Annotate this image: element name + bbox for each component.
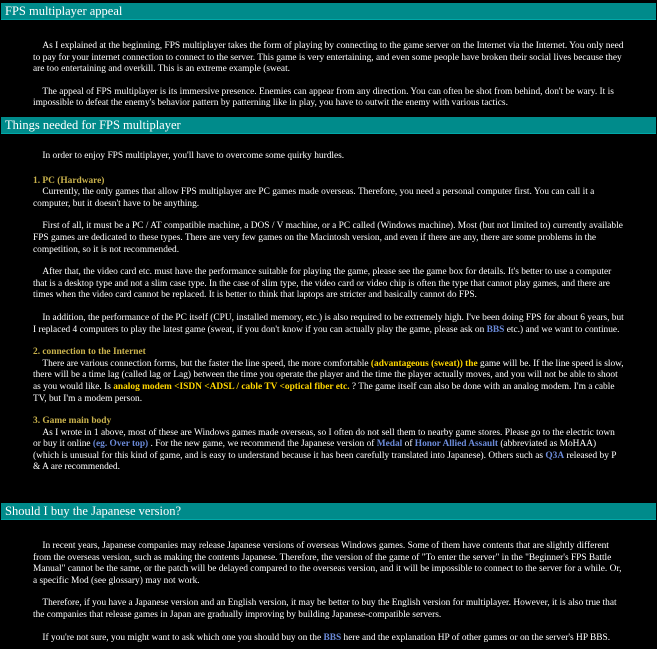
- paragraph: In addition, the performance of the PC itself (CPU, installed memory, etc.) is also required to be extremely high. I've been doing FPS for about 6 years, but I replaced 4 computers to play the latest game (sweat, if you don't know if you can actually play the game, please ask on BBS etc.) and we want to continue.: [33, 312, 624, 335]
- honor-allied-assault-link[interactable]: Honor Allied Assault: [414, 439, 498, 450]
- paragraph: As I explained at the beginning, FPS multiplayer takes the form of playing by connecting to the game server on the Internet via the Internet. You only need to pay for your internet connection to connect to the server. This game is very entertaining, and even some people have broken their social lives because they are too entertaining and overkill. This is an extreme example (sweat.: [33, 41, 624, 75]
- section-title-things-needed: Things needed for FPS multiplayer: [1, 117, 656, 134]
- paragraph: In order to enjoy FPS multiplayer, you'll have to overcome some quirky hurdles.: [42, 151, 345, 161]
- bbs-link[interactable]: BBS: [486, 324, 505, 335]
- over-top-link[interactable]: (eg. Over top): [92, 439, 149, 450]
- section-title-japanese-version: Should I buy the Japanese version?: [1, 503, 656, 520]
- paragraph: In recent years, Japanese companies may release Japanese versions of overseas Windows games. Some of them have contents that are slightly different from the overseas version, such as making the contents Japanese. Therefore, the version of the game of "To enter the server" in the "Beginner's FPS Battle Manual" cannot be the same, or the patch will be delayed compared to the overseas version, and it will be impossible to connect to the server for a while. Or, a specific Mod (see glossary) may not work.: [33, 541, 622, 586]
- paragraph: The appeal of FPS multiplayer is its immersive presence. Enemies can appear from any direction. You can often be shot from behind, don't be wary. It is impossible to defeat the enemy's behavior pattern by patterning like in play, you have to outwit the enemy with various tactics.: [33, 86, 614, 109]
- paragraph: After that, the video card etc. must have the performance suitable for playing the game, please see the game box for details. It's better to use a computer that is a desktop type and not a slim case type. In the case of slim type, the video card or video chip is often the type that cannot play games, and there are times when the video card cannot be replaced. It is better to think that laptops are stricter and basically cannot do FPS.: [33, 267, 612, 301]
- section-fps-appeal: [0, 3, 657, 110]
- bbs-link[interactable]: BBS: [323, 632, 342, 643]
- paragraph: There are various connection forms, but the faster the line speed, the more comfortable (advantageous (sweat)) the game will be. If the line speed is slow, there will be a time lag (called lag or Lag) between the time you operate the player and the time the player actually moves, and you will not be able to shoot as you would like. Is analog modem <ISDN <ADSL / cable TV <optical fiber etc. ? The game itself can also be done with an analog modem. I'm a cable TV, but I'm a modem person.: [33, 358, 624, 404]
- paragraph: Therefore, if you have a Japanese version and an English version, it may be better to buy the English version for multiplayer. However, it is also true that the companies that release games in Japan are gradually improving by building Japanese-compatible servers.: [33, 598, 617, 620]
- highlight-text: analog modem <ISDN <ADSL / cable TV <optical fiber etc.: [113, 381, 350, 392]
- subheading-internet-connection: 2. connection to the Internet: [33, 347, 146, 358]
- subheading-pc-hardware: 1. PC (Hardware): [33, 175, 105, 186]
- paragraph: First of all, it must be a PC / AT compatible machine, a DOS / V machine, or a PC called (Windows machine). Most (but not limited to) currently available FPS games are dedicated to these types. There are very few games on the Macintosh version, and even if there are any, there are some problems in the competition, so it is not recommended.: [33, 221, 623, 255]
- paragraph: If you're not sure, you might want to ask which one you should buy on the BBS here and the explanation HP of other games or on the server's HP BBS.: [42, 632, 611, 643]
- section-japanese-version: [0, 503, 657, 644]
- section-title-fps-appeal: FPS multiplayer appeal: [1, 3, 656, 20]
- paragraph: As I wrote in 1 above, most of these are Windows games made overseas, so I often do not sell them to nearby game stores. Please go to the electric town or buy it online (eg. Over top) . For the new game, we recommend the Japanese version of Medal of Honor Allied Assault (abbreviated as MoHAA) (which is unusual for this kind of game, and is easy to understand because it has been carefully translated into Japanese). Others such as Q3A released by P & A are recommended.: [33, 427, 617, 473]
- paragraph: Currently, the only games that allow FPS multiplayer are PC games made overseas. Therefore, you need a personal computer first. You can call it a computer, but it doesn't have to be anything.: [33, 187, 595, 209]
- highlight-text: (advantageous (sweat)) the: [370, 358, 478, 369]
- subheading-game-main-body: 3. Game main body: [33, 416, 112, 427]
- q3a-link[interactable]: Q3A: [545, 450, 565, 461]
- section-things-needed: [0, 117, 657, 474]
- medal-link[interactable]: Medal: [376, 439, 403, 450]
